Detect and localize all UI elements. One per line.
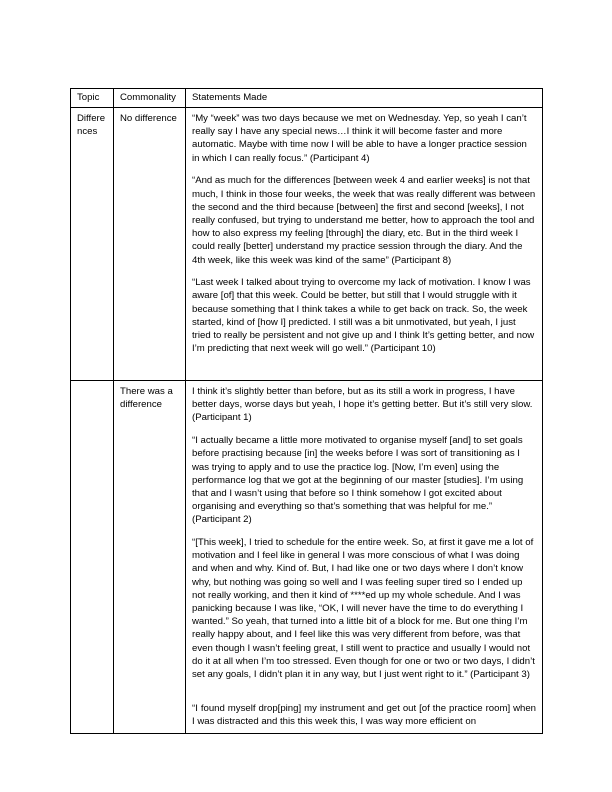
commonality-cell: No difference (114, 108, 186, 381)
topic-cell (71, 381, 114, 734)
statements-cell (186, 381, 543, 734)
statement-paragraph: “[This week], I tried to schedule for the entire week. So, at first it gave me a lot of motivation and I feel like in general I was more conscious of what I was doing and when and why. Kind of. But, I had like one or two days where I don’t know why, but nothing was going so well and I was feeling super tired so I ended up not really working, and then it kind of ****ed up my whole schedule. And I was panicking because I was like, “OK, I will never have the time to do everything I wanted.” So yeah, that turned into a little bit of a block for me. But one thing I’m really happy about, and I feel like this was very different from before, was that even though I wasn’t feeling great, I still went to practice and usually I would not do it at all when I’m too stressed. Even though for one or two or two days, I didn’t set any goals, I didn’t plan it in any way, but I just went right to it.” (Participant 3) (192, 537, 535, 681)
statement-paragraph: “I found myself drop[ping] my instrument and get out [of the practice room] when I was distracted and this this week this, I was way more efficient on (192, 703, 536, 728)
col-header-topic: Topic (71, 89, 114, 108)
table-row (71, 381, 543, 734)
statement-paragraph: “And as much for the differences [between week 4 and earlier weeks] is not that much, I think in those four weeks, the week that was really different was between the second and the third because [between] the first and second [weeks], I not really confused, but trying to understand me better, how to approach the tool and how to also express my feeling [through] the diary, etc. But in the third week I could really [better] understand my practice session through the diary. And the 4th week, like this week was kind of the same” (Participant 8) (192, 175, 536, 266)
topic-cell: Differences (71, 108, 114, 381)
statements-table (70, 88, 543, 734)
commonality-cell: There was a difference (114, 381, 186, 734)
statements-cell (186, 108, 543, 381)
statement-paragraph: “Last week I talked about trying to overcome my lack of motivation. I know I was aware [of] that this week. Could be better, but still that I would struggle with it because something that I think takes a while to get back on track. So, the week started, kind of [how I] predicted. I still was a bit unmotivated, but yeah, I just tried to really be persistent and not give up and I think It’s getting better, and now I’m predicting that next week will go well.” (Participant 10) (192, 277, 535, 355)
col-header-commonality: Commonality (114, 89, 186, 108)
statement-paragraph: I think it’s slightly better than before, but as its still a work in progress, I have better days, worse days but yeah, I hope it’s getting better. But it’s still very slow. (Participant 1) (192, 386, 533, 424)
table-header-row (71, 89, 543, 108)
col-header-statements-made: Statements Made (186, 89, 543, 108)
table-row (71, 108, 543, 381)
statement-paragraph: “I actually became a little more motivated to organise myself [and] to set goals before practising because [in] the weeks before I was sort of transitioning as I was trying to apply and to use the practice log. [Now, I’m even] using the performance log that we got at the beginning of our master [studies]. I’m using that and I wasn’t using that before so I think somehow I got excited about organising and everything so that’s something that was helpful for me.” (Participant 2) (192, 435, 524, 526)
statement-paragraph: “My “week” was two days because we met on Wednesday. Yep, so yeah I can’t really say I have any special news…I think it will become faster and more automatic. Maybe with time now I will be able to have a longer practice session in which I can really focus.” (Participant 4) (192, 113, 527, 164)
